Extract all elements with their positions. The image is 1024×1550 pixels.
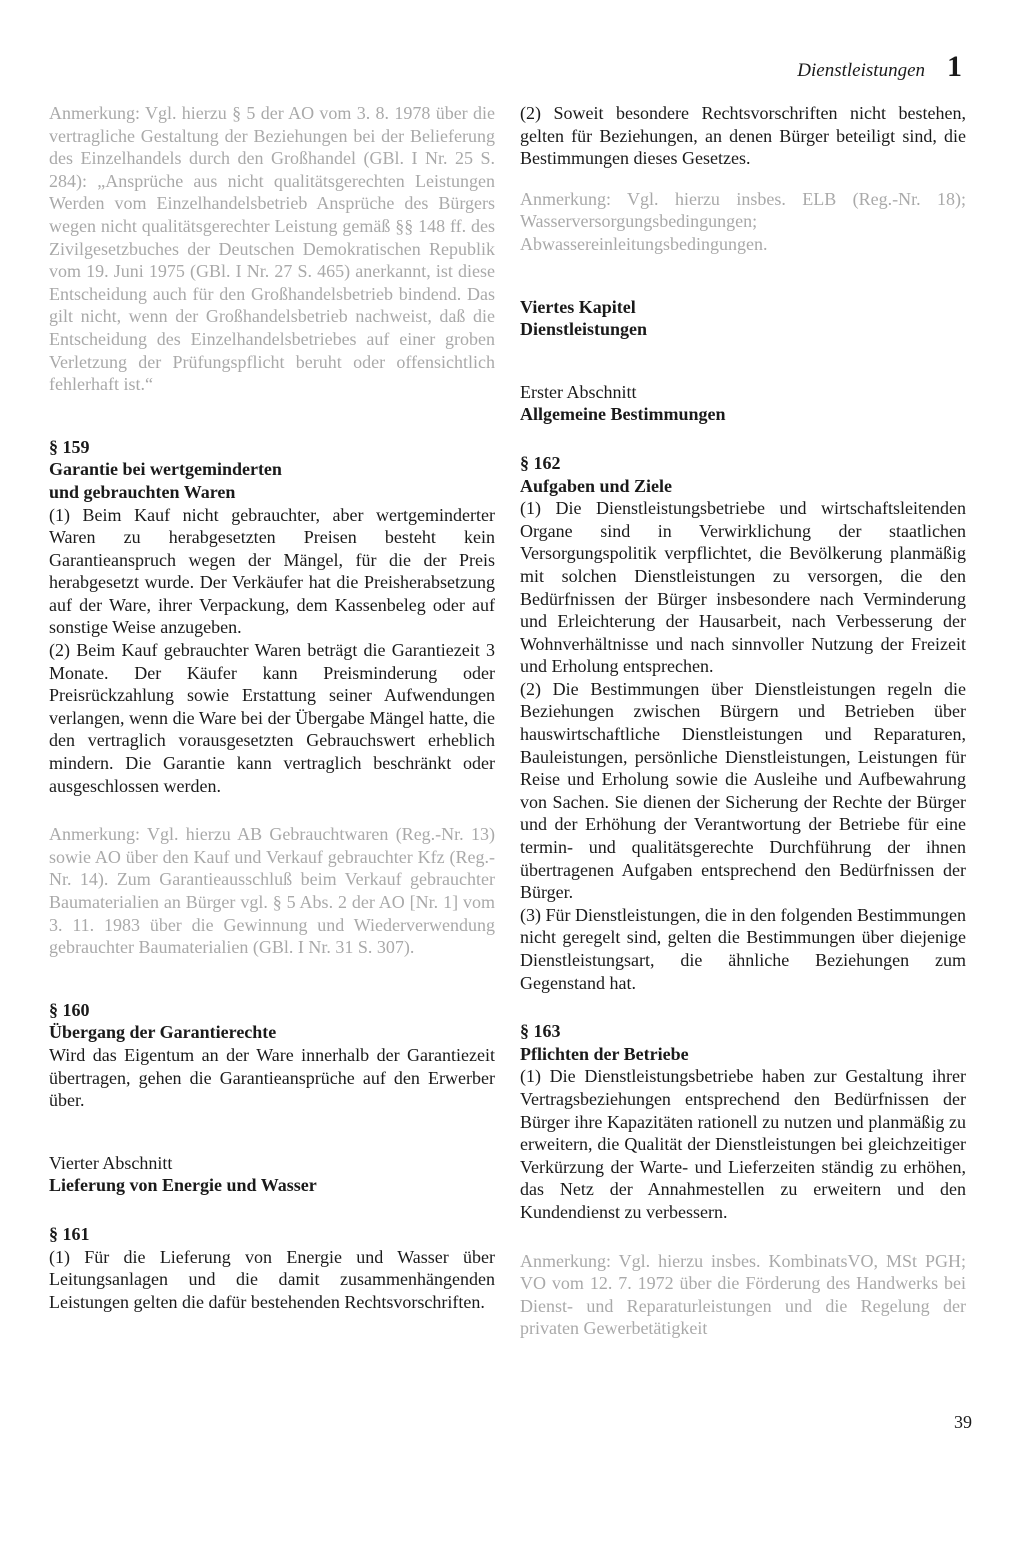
paragraph: (2) Soweit besondere Rechtsvorschriften nicht bestehen, gelten für Beziehungen, an denen Bürger beteiligt sind, die Bestimmungen dieses Gesetzes. (520, 103, 966, 169)
section-number: § 159 (49, 436, 90, 457)
left-column (49, 102, 495, 1313)
running-header (797, 52, 962, 82)
paragraph: (1) Die Dienstleistungsbetriebe haben zur Gestaltung ihrer Vertragsbeziehungen entsprechend den Bedürfnissen der Bürger ihre Kapazitäten rationell zu nutzen und planmäßig zu erweitern, die Qualität der Dienstleistungen bei gleichzeitiger Verkürzung der Warte- und Lieferzeiten ständig zu erhöhen, das Netz der Annahmestellen zu erweitern und den Kundendienst zu verbessern. (520, 1066, 966, 1222)
paragraph: (3) Für Dienstleistungen, die in den folgenden Bestimmungen nicht geregelt sind, gelten die Bestimmungen über diejenige Dienstleistungsart, die ähnliche Beziehungen zum Gegenstand hat. (520, 904, 966, 993)
section-title: Aufgaben und Ziele (520, 475, 673, 496)
subdivision-label: Erster Abschnitt (520, 381, 637, 402)
section-number: § 162 (520, 452, 561, 473)
paragraph: (1) Für die Lieferung von Energie und Wasser über Leitungsanlagen und die damit zusammenhängenden Leistungen gelten die dafür bestehenden Rechtsvorschriften. (49, 1246, 495, 1312)
section-number: § 163 (520, 1021, 561, 1042)
section-number: § 160 (49, 999, 90, 1020)
subdivision-label: Vierter Abschnitt (49, 1152, 173, 1173)
chapter-number: 1 (947, 50, 962, 83)
paragraph: (1) Die Dienstleistungsbetriebe und wirtschaftsleitenden Organe sind in Verwirklichung der staatlichen Versorgungspolitik verpflichtet, die Bevölkerung planmäßig mit solchen Dienstleistungen zu versorgen, die den Bedürfnissen der Bürger insbesondere nach Verminderung und Erleichterung der Hausarbeit, nach Verbesserung der Wohnverhältnisse und nach sinnvoller Nutzung der Freizeit und Erholung entsprechen. (520, 498, 966, 677)
paragraph: (2) Beim Kauf gebrauchter Waren beträgt die Garantiezeit 3 Monate. Der Käufer kann Preisminderung oder Preisrückzahlung sowie Erstattung seiner Aufwendungen verlangen, wenn die Ware bei der Übergabe Mängel hatte, die den vertraglich vorausgesetzten Gebrauchswert erheblich mindern. Die Garantie kann vertraglich beschränkt oder ausgeschlossen werden. (49, 640, 495, 796)
page-number: 39 (954, 1412, 972, 1432)
right-column (520, 102, 966, 1340)
paragraph: (1) Beim Kauf nicht gebrauchter, aber wertgeminderter Waren zu herabgesetzten Preisen besteht kein Garantieanspruch wegen der Mängel, für die der Preis herabgesetzt wurde. Der Verkäufer hat die Preisherabsetzung auf der Ware, ihrer Verpackung, dem Kassenbeleg oder auf sonstige Weise anzugeben. (49, 504, 495, 638)
section-title: und gebrauchten Waren (49, 481, 236, 502)
section-title: Pflichten der Betriebe (520, 1043, 689, 1064)
subdivision-title: Allgemeine Bestimmungen (520, 404, 726, 425)
chapter-label: Viertes Kapitel (520, 296, 636, 317)
subdivision-title: Lieferung von Energie und Wasser (49, 1175, 317, 1196)
section-number: § 161 (49, 1223, 90, 1244)
annotation-note: Anmerkung: Vgl. hierzu insbes. KombinatsVO, MSt PGH; VO vom 12. 7. 1972 über die Förderung des Handwerks bei Dienst- und Reparaturleistungen und die Regelung der privaten Gewerbetätigkeit (520, 1250, 966, 1339)
section-title: Garantie bei wertgeminderten (49, 459, 282, 480)
paragraph: (2) Die Bestimmungen über Dienstleistungen regeln die Beziehungen zwischen Bürgern und Betrieben über hauswirtschaftliche Dienstleistungen und Reparaturen, Bauleistungen, persönliche Dienstleistungen, Leistungen für Reise und Erholung sowie die Ausleihe und Aufbewahrung von Sachen. Sie dienen der Sicherung der Rechte der Bürger und der Erhöhung der Verantwortung der Betriebe für eine termin- und qualitätsgerechte Durchführung der ihnen übertragenen Aufgaben entsprechend den Bedürfnissen der Bürger. (520, 678, 966, 903)
annotation-note: Anmerkung: Vgl. hierzu insbes. ELB (Reg.-Nr. 18); Wasserversorgungsbedingungen; Abwassereinleitungsbedingungen. (520, 188, 966, 254)
annotation-note: Anmerkung: Vgl. hierzu AB Gebrauchtwaren (Reg.-Nr. 13) sowie AO über den Kauf und Verkauf gebrauchter Kfz (Reg.-Nr. 14). Zum Garantieausschluß beim Verkauf gebrauchter Baumaterialien an Bürger vgl. § 5 Abs. 2 der AO [Nr. 1] vom 3. 11. 1983 über die Gewinnung und Wiederverwendung gebrauchter Baumaterialien (GBl. I Nr. 31 S. 307). (49, 824, 495, 958)
chapter-title: Dienstleistungen (520, 319, 648, 340)
running-header-title: Dienstleistungen (797, 60, 925, 81)
paragraph: Wird das Eigentum an der Ware innerhalb der Garantiezeit übertragen, gehen die Garantieansprüche auf den Erwerber über. (49, 1044, 495, 1111)
annotation-note: Anmerkung: Vgl. hierzu § 5 der AO vom 3. 8. 1978 über die vertragliche Gestaltung der Beziehungen bei der Belieferung des Einzelhandels durch den Großhandel (GBl. I Nr. 25 S. 284): „Ansprüche aus nicht qualitätsgerechten Leistungen Werden vom Einzelhandelsbetrieb Ansprüche des Bürgers wegen nicht qualitätsgerechter Leistung gemäß §§ 148 ff. des Zivilgesetzbuches der Deutschen Demokratischen Republik vom 19. Juni 1975 (GBl. I Nr. 27 S. 465) anerkannt, ist diese Entscheidung auch für den Großhandelsbetrieb bindend. Das gilt nicht, wenn der Großhandelsbetrieb nachweist, daß die Entscheidung des Einzelhandelsbetriebes auf einer groben Verletzung der Prüfungspflicht beruht oder offensichtlich fehlerhaft ist.“ (49, 103, 495, 395)
section-title: Übergang der Garantierechte (49, 1022, 277, 1043)
